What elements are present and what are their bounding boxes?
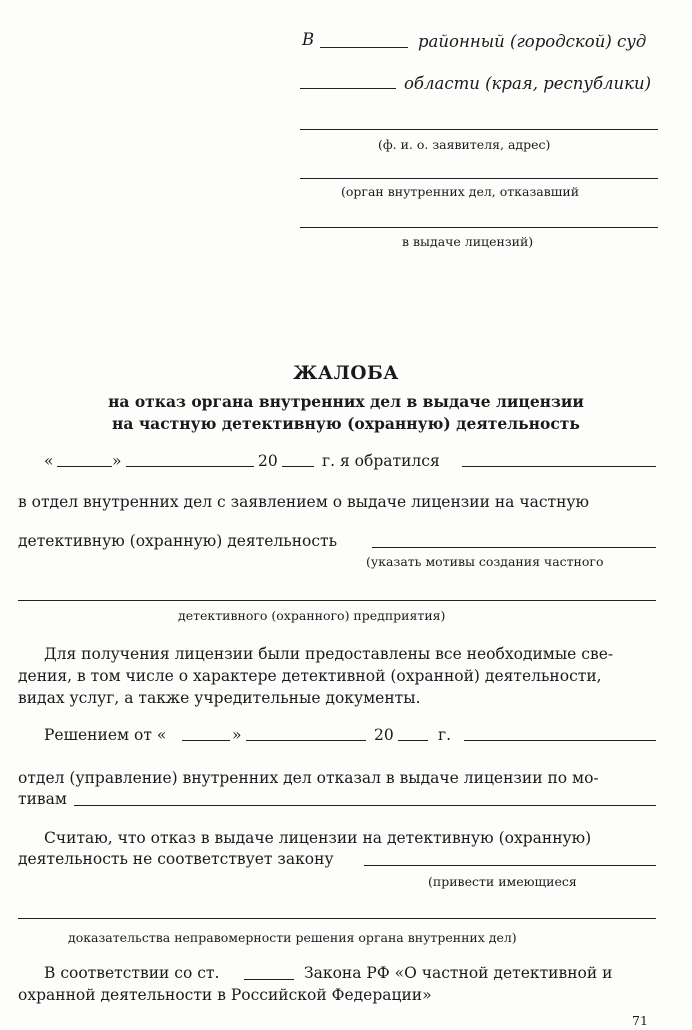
p4-line2: деятельность не соответствует закону (18, 850, 334, 868)
p5-article-blank (244, 979, 294, 980)
p1-motives-blank-2 (18, 600, 656, 601)
p1-tail: г. я обратился (322, 452, 440, 470)
organ-hint-2: в выдаче лицензий) (402, 234, 534, 249)
p5-start: В соответствии со ст. (44, 964, 220, 982)
p3-start: Решением от « (44, 726, 167, 744)
region-blank (300, 88, 396, 89)
organ-blank-1 (300, 178, 658, 179)
p1-year-blank (282, 466, 314, 467)
p1-name-blank (462, 466, 656, 467)
p4-hint2: доказательства неправомерности решения органа внутренних дел) (68, 930, 517, 945)
p1-hint2: детективного (охранного) предприятия) (178, 608, 446, 623)
applicant-blank (300, 129, 658, 130)
p3-close-quote: » (232, 726, 242, 744)
court-prefix: В (302, 30, 315, 49)
court-name-blank (320, 47, 408, 48)
p1-close-quote: » (112, 452, 122, 470)
organ-hint-1: (орган внутренних дел, отказавший (341, 184, 580, 199)
p3-motives-blank (74, 805, 656, 806)
document-subtitle-2: на частную детективную (охранную) деятельность (112, 414, 580, 433)
p1-line2: в отдел внутренних дел с заявлением о выдаче лицензии на частную (18, 493, 590, 511)
p5-line2: охранной деятельности в Российской Федерации» (18, 986, 432, 1004)
p3-number-blank (464, 740, 656, 741)
p5-tail: Закона РФ «О частной детективной и (304, 964, 613, 982)
p4-line1: Считаю, что отказ в выдаче лицензии на детективную (охранную) (44, 829, 592, 847)
organ-blank-2 (300, 227, 658, 228)
p4-evidence-blank-2 (18, 918, 656, 919)
page-number: 71 (632, 1013, 648, 1028)
applicant-hint: (ф. и. о. заявителя, адрес) (378, 137, 551, 152)
p1-month-blank (126, 466, 254, 467)
region-label: области (края, республики) (404, 74, 652, 93)
p2-line3: видах услуг, а также учредительные документы. (18, 689, 421, 707)
p3-day-blank (182, 740, 230, 741)
p1-motives-blank (372, 547, 656, 548)
p1-hint1: (указать мотивы создания частного (366, 554, 604, 569)
court-label: районный (городской) суд (418, 32, 647, 51)
p3-year: 20 (374, 726, 394, 744)
p3-year-blank (398, 740, 428, 741)
document-title: ЖАЛОБА (293, 363, 399, 384)
document-subtitle-1: на отказ органа внутренних дел в выдаче лицензии (108, 392, 584, 411)
p3-line2: отдел (управление) внутренних дел отказал в выдаче лицензии по мо- (18, 769, 599, 787)
p2-line2: дения, в том числе о характере детективной (охранной) деятельности, (18, 667, 602, 685)
p3-g: г. (438, 726, 452, 744)
p1-year: 20 (258, 452, 278, 470)
p3-month-blank (246, 740, 366, 741)
p4-evidence-blank (364, 865, 656, 866)
p1-open-quote: « (44, 452, 54, 470)
p2-line1: Для получения лицензии были предоставлены все необходимые све- (44, 645, 614, 663)
p1-line3: детективную (охранную) деятельность (18, 532, 338, 550)
p4-hint1: (привести имеющиеся (428, 874, 577, 889)
p3-line3: тивам (18, 790, 67, 808)
p1-day-blank (57, 466, 112, 467)
